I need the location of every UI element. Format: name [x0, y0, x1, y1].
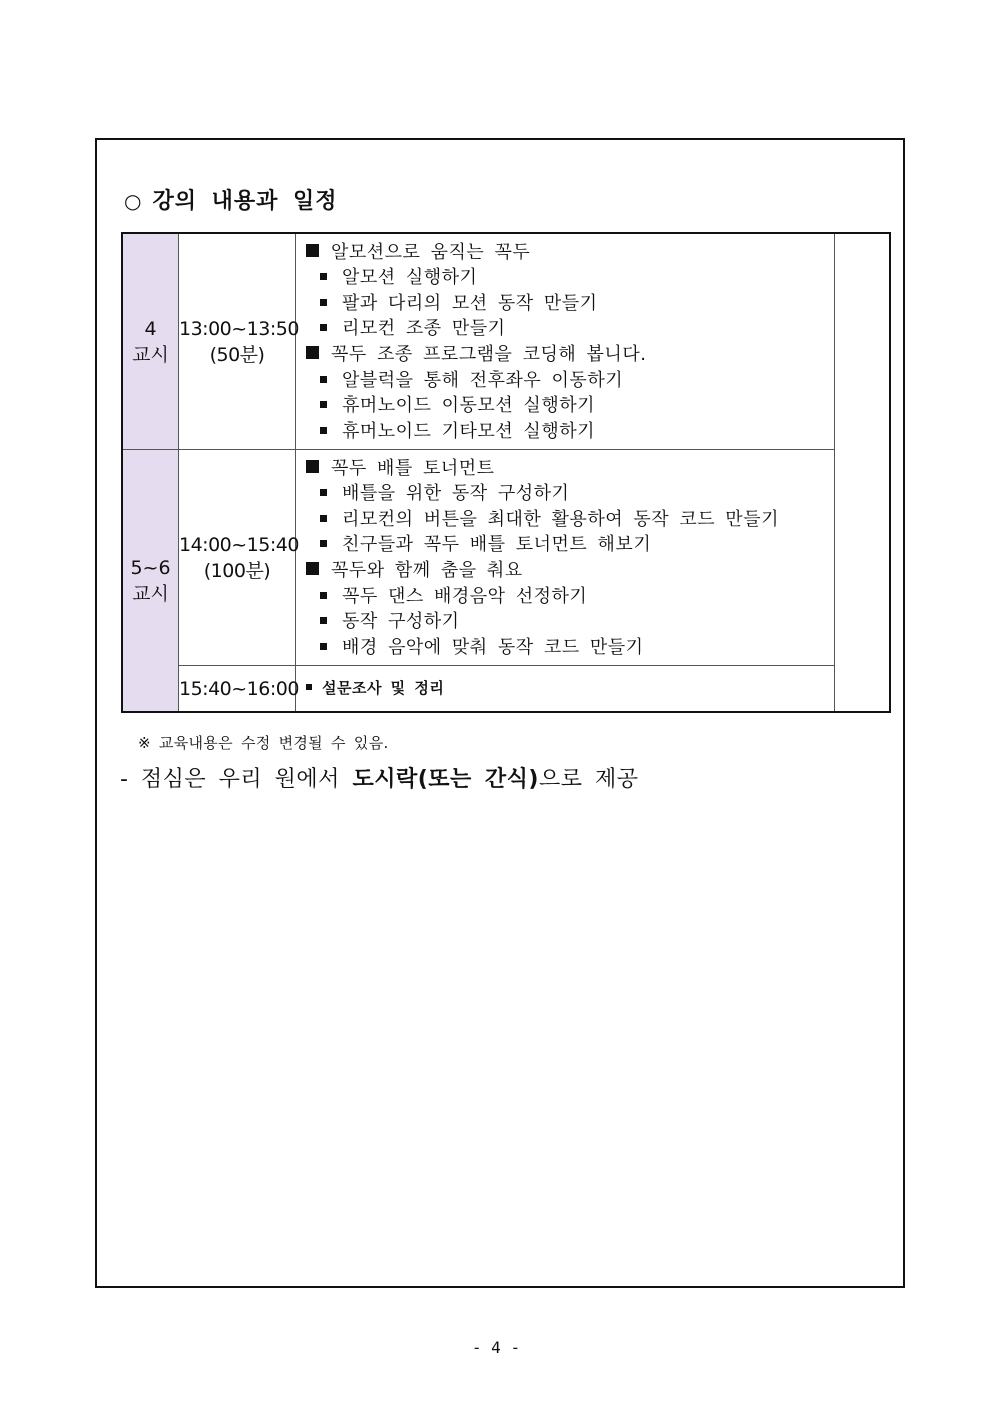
table-row: [122, 450, 890, 666]
schedule-table: [121, 232, 891, 713]
item-text: 팔과 다리의 모션 동작 만들기: [342, 292, 598, 314]
lunch-info: [120, 762, 639, 793]
square-bullet-icon: [320, 540, 327, 547]
square-bullet-icon: [306, 562, 319, 575]
time-range: 13:00~13:50: [179, 317, 299, 340]
item-text: 꼭두 조종 프로그램을 코딩해 봅니다.: [331, 344, 647, 365]
duration: (50분): [209, 343, 265, 366]
notice-text: ※ 교육내용은 수정 변경될 수 있음.: [138, 734, 389, 752]
item-text: 리모컨 조종 만들기: [342, 318, 506, 340]
square-bullet-icon: [306, 346, 319, 359]
item-text: 알모션으로 움직는 꼭두: [331, 241, 531, 263]
item-text: 친구들과 꼭두 배틀 토너먼트 해보기: [342, 534, 652, 556]
period-unit: 교시: [132, 582, 169, 605]
period-number: 4: [144, 317, 157, 340]
content-item: [306, 507, 834, 533]
time-cell: [179, 450, 299, 666]
content-cell: [296, 666, 835, 713]
square-bullet-icon: [320, 515, 327, 522]
square-bullet-icon: [320, 617, 327, 624]
content-item: [306, 419, 834, 445]
content-item: [306, 532, 834, 558]
content-item: [306, 481, 834, 507]
item-text: 알블럭을 통해 전후좌우 이동하기: [342, 369, 624, 391]
item-text: 리모컨의 버튼을 최대한 활용하여 동작 코드 만들기: [342, 508, 779, 530]
content-heading: [306, 456, 834, 482]
square-bullet-icon: [306, 460, 319, 473]
content-item: [306, 368, 834, 394]
period-cell: [122, 233, 179, 450]
content-heading: [306, 240, 834, 266]
time-range: 14:00~15:40: [179, 533, 299, 556]
lunch-suffix: 으로 제공: [538, 767, 639, 792]
table-row: [122, 233, 890, 450]
square-bullet-icon: [306, 244, 319, 257]
period-number: 5~6: [130, 556, 171, 579]
content-item: [306, 265, 834, 291]
time-cell: [179, 666, 299, 713]
content-item: [306, 291, 834, 317]
square-bullet-icon: [320, 299, 327, 306]
item-text: 꼭두 배틀 토너먼트: [331, 457, 495, 479]
period-cell: [122, 450, 179, 713]
duration: (100분): [203, 559, 271, 582]
square-bullet-icon: [320, 324, 327, 331]
item-text: 동작 구성하기: [342, 611, 460, 633]
circle-bullet-icon: ○: [124, 189, 143, 213]
content-item: [306, 316, 834, 342]
item-text: 꼭두 댄스 배경음악 선정하기: [342, 585, 588, 607]
content-heading: [306, 558, 834, 584]
content-cell: [296, 450, 835, 666]
item-text: 꼭두와 함께 춤을 춰요: [331, 560, 523, 581]
content-item: [306, 609, 834, 635]
square-bullet-icon: [320, 489, 327, 496]
content-item: [306, 635, 834, 661]
square-bullet-icon: [320, 643, 327, 650]
square-bullet-icon: [320, 427, 327, 434]
square-bullet-icon: [320, 401, 327, 408]
square-bullet-icon: [306, 684, 312, 690]
section-title-text: 강의 내용과 일정: [152, 189, 338, 214]
item-text: 휴머노이드 이동모션 실행하기: [342, 395, 595, 417]
table-row: [122, 666, 890, 713]
lunch-prefix: - 점심은 우리 원에서: [120, 767, 353, 792]
page-number: - 4 -: [471, 1338, 521, 1357]
content-item: [306, 676, 834, 702]
item-text: 알모션 실행하기: [342, 267, 478, 289]
time-range: 15:40~16:00: [179, 677, 299, 700]
time-cell: [179, 233, 299, 450]
remarks-cell: [835, 233, 891, 712]
content-item: [306, 393, 834, 419]
lunch-emphasis: 도시락(또는 간식): [352, 767, 539, 792]
content-heading: [306, 342, 834, 368]
square-bullet-icon: [320, 376, 327, 383]
item-text: 휴머노이드 기타모션 실행하기: [342, 420, 595, 442]
square-bullet-icon: [320, 273, 327, 280]
period-unit: 교시: [132, 343, 169, 366]
section-title: [124, 184, 338, 215]
item-text: 설문조사 및 정리: [322, 679, 445, 698]
content-cell: [296, 233, 835, 450]
item-text: 배경 음악에 맞춰 동작 코드 만들기: [342, 636, 644, 658]
content-item: [306, 584, 834, 610]
item-text: 배틀을 위한 동작 구성하기: [342, 483, 570, 505]
square-bullet-icon: [320, 592, 327, 599]
